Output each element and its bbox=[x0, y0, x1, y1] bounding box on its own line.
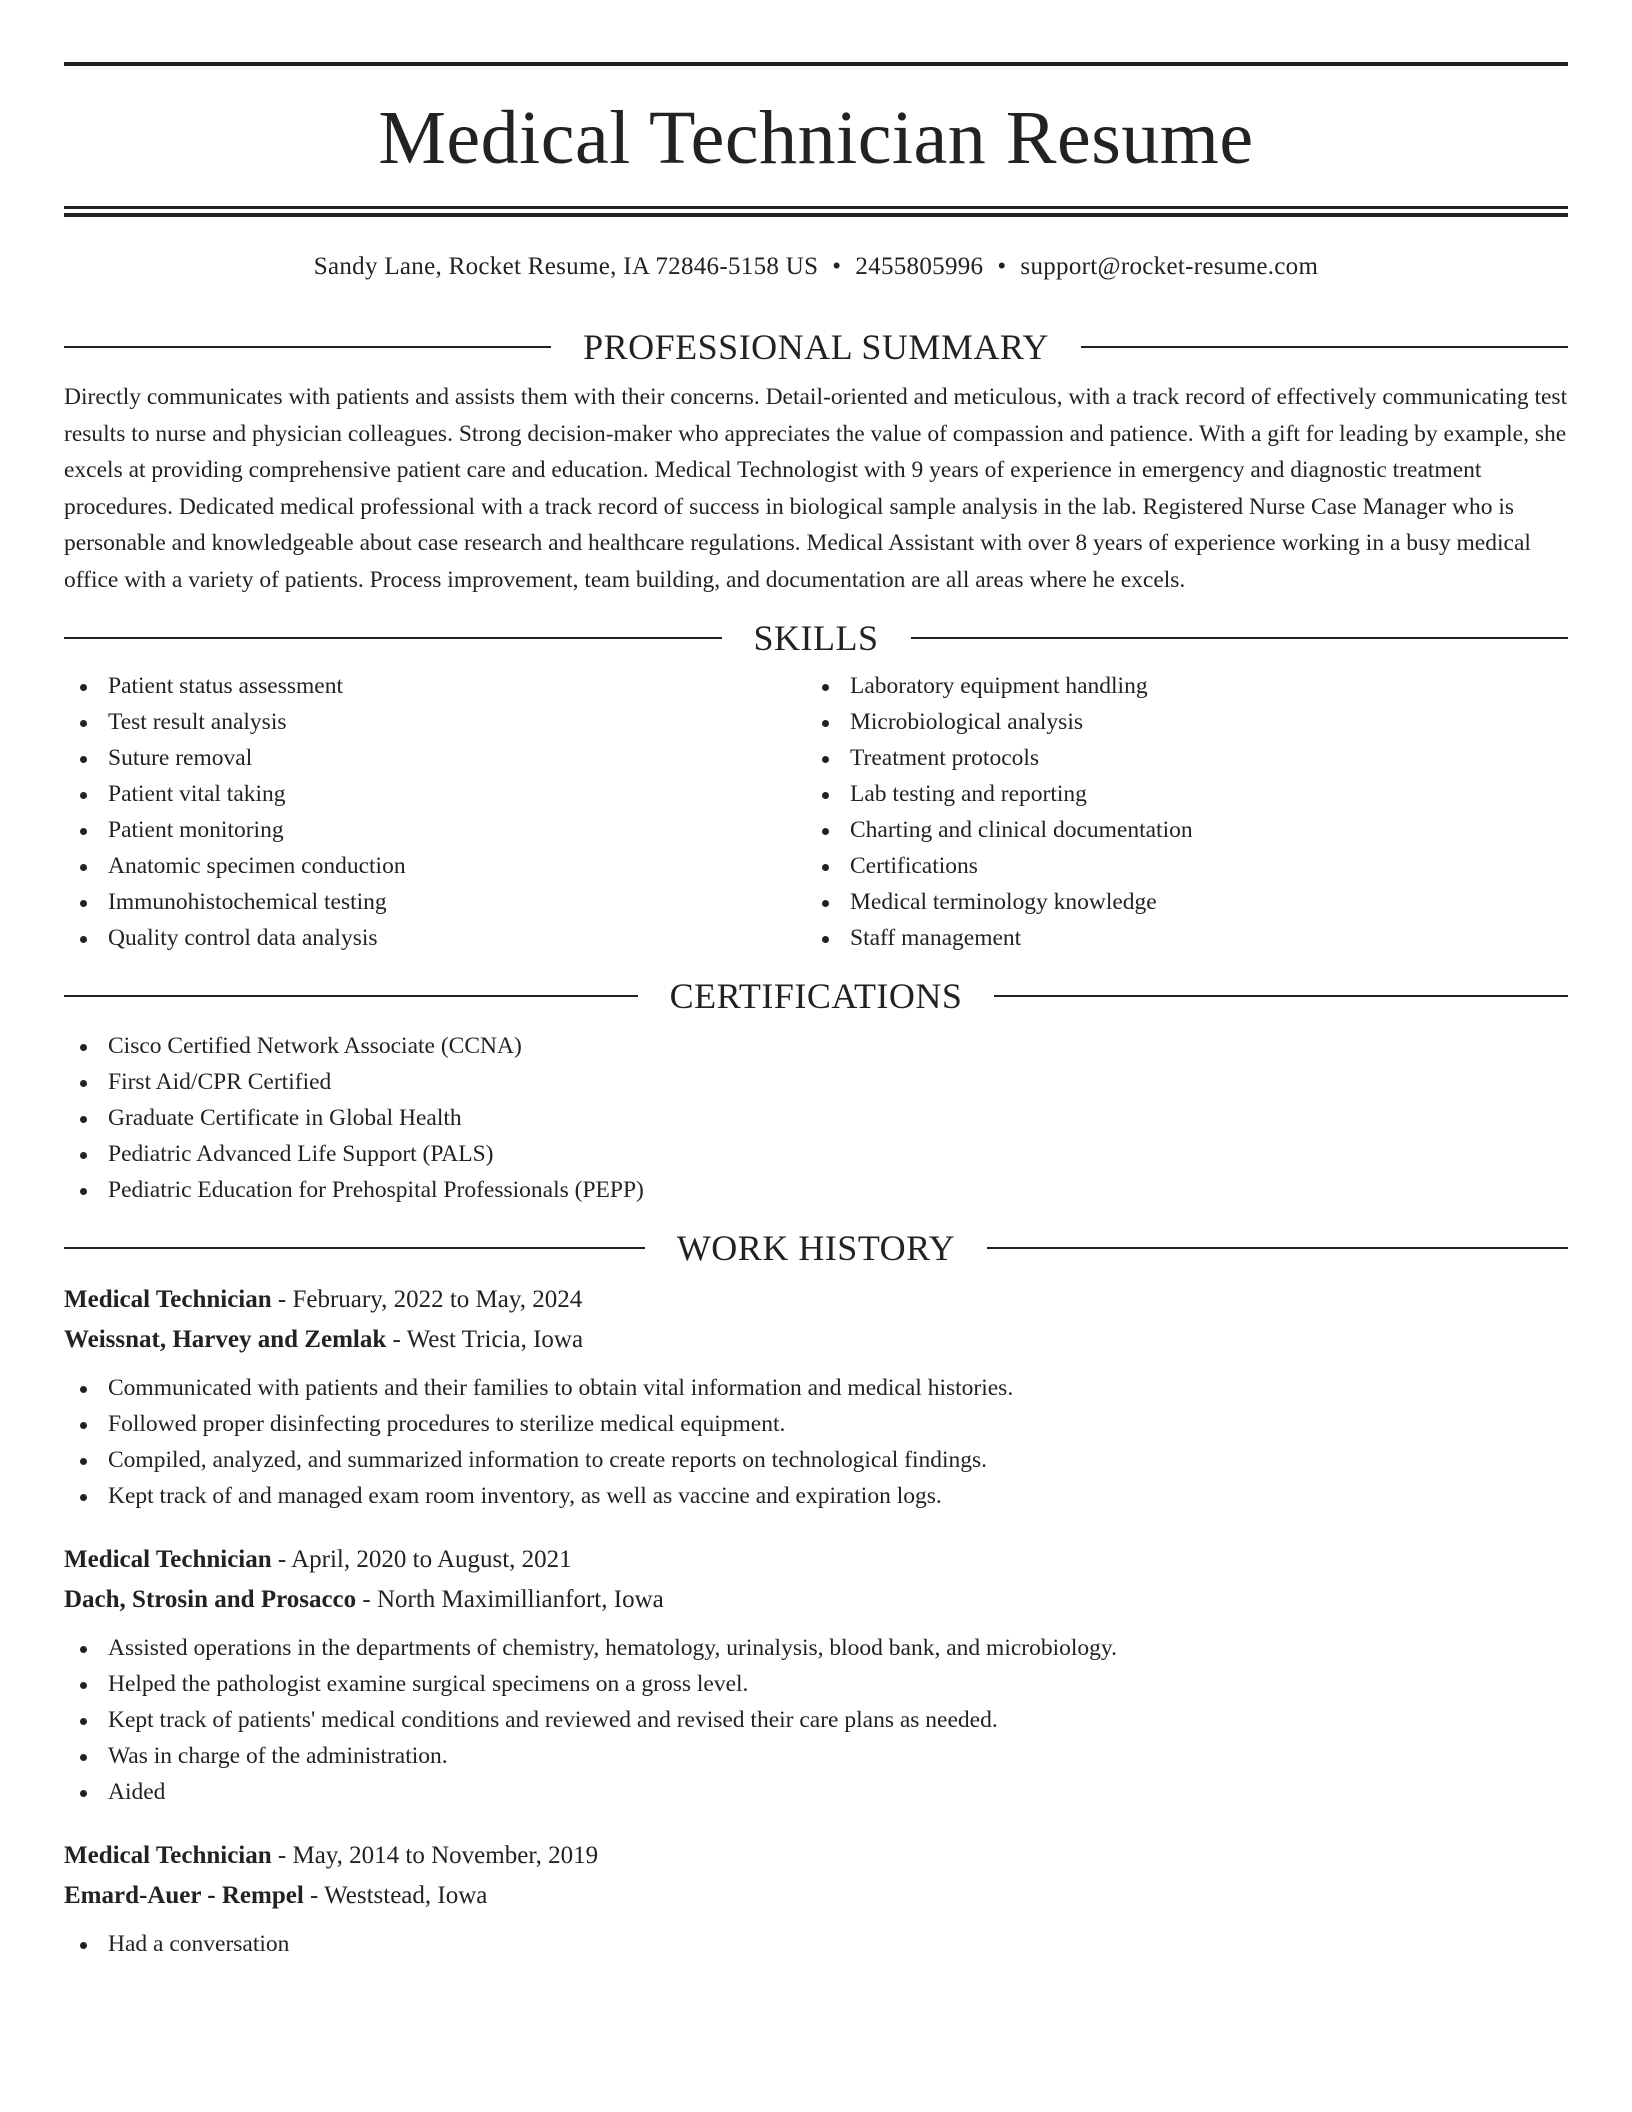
contact-phone: 2455805996 bbox=[855, 253, 984, 280]
skill-item: Staff management bbox=[806, 920, 1548, 956]
job-duties-list bbox=[64, 1926, 1568, 1962]
job-dates: - May, 2014 to November, 2019 bbox=[271, 1842, 599, 1869]
skill-item: Treatment protocols bbox=[806, 740, 1548, 776]
skill-item: Laboratory equipment handling bbox=[806, 668, 1548, 704]
job-title-line bbox=[64, 1280, 1568, 1320]
skill-item: Patient vital taking bbox=[64, 776, 806, 812]
section-rule bbox=[994, 995, 1568, 997]
job-title: Medical Technician bbox=[64, 1286, 272, 1313]
section-title-skills: SKILLS bbox=[753, 618, 879, 658]
certification-item: Pediatric Education for Prehospital Professionals (PEPP) bbox=[64, 1172, 1568, 1208]
certification-item: Graduate Certificate in Global Health bbox=[64, 1100, 1568, 1136]
job-title-line bbox=[64, 1836, 1568, 1876]
section-title-certifications: CERTIFICATIONS bbox=[669, 976, 963, 1016]
section-rule bbox=[64, 346, 551, 348]
job-duty-item: Had a conversation bbox=[64, 1926, 1568, 1962]
skill-item: Charting and clinical documentation bbox=[806, 812, 1548, 848]
job-duty-item: Aided bbox=[64, 1774, 1568, 1810]
job-duty-item: Helped the pathologist examine surgical specimens on a gross level. bbox=[64, 1666, 1568, 1702]
job-duty-item: Was in charge of the administration. bbox=[64, 1738, 1568, 1774]
section-rule bbox=[64, 995, 638, 997]
skill-item: Suture removal bbox=[64, 740, 806, 776]
job-duty-item: Kept track of patients' medical conditions and reviewed and revised their care plans as needed. bbox=[64, 1702, 1568, 1738]
job-location: - West Tricia, Iowa bbox=[386, 1326, 584, 1353]
skill-item: Immunohistochemical testing bbox=[64, 884, 806, 920]
professional-summary: Directly communicates with patients and assists them with their concerns. Detail-oriented and meticulous, with a track record of effectively communicating test results to nurse and physician colleagues. Strong decision-maker who appreciates the value of compassion and patience. With a gift for leading by example, she excels at providing comprehensive patient care and education. Medical Technologist with 9 years of experience in emergency and diagnostic treatment procedures. Dedicated medical professional with a track record of success in biological sample analysis in the lab. Registered Nurse Case Manager who is personable and knowledgeable about case research and healthcare regulations. Medical Assistant with over 8 years of experience working in a busy medical office with a variety of patients. Process improvement, team building, and documentation are all areas where he excels. bbox=[64, 384, 1568, 593]
certification-item: Cisco Certified Network Associate (CCNA) bbox=[64, 1028, 1568, 1064]
job-location: - North Maximillianfort, Iowa bbox=[356, 1586, 664, 1613]
skill-item: Microbiological analysis bbox=[806, 704, 1548, 740]
summary-section-header bbox=[64, 329, 1568, 365]
job-duty-item: Kept track of and managed exam room inventory, as well as vaccine and expiration logs. bbox=[64, 1478, 1568, 1514]
job-dates: - April, 2020 to August, 2021 bbox=[271, 1546, 572, 1573]
skills-section-header bbox=[64, 620, 1568, 656]
job-location: - Weststead, Iowa bbox=[303, 1882, 488, 1909]
section-rule bbox=[64, 637, 722, 639]
certification-item: Pediatric Advanced Life Support (PALS) bbox=[64, 1136, 1568, 1172]
page-title: Medical Technician Resume bbox=[378, 96, 1254, 180]
skill-item: Patient status assessment bbox=[64, 668, 806, 704]
job-company-line bbox=[64, 1876, 1568, 1916]
skill-item: Certifications bbox=[806, 848, 1548, 884]
skill-item: Lab testing and reporting bbox=[806, 776, 1548, 812]
skill-item: Test result analysis bbox=[64, 704, 806, 740]
contact-line bbox=[64, 253, 1568, 281]
section-rule bbox=[911, 637, 1569, 639]
skill-item: Patient monitoring bbox=[64, 812, 806, 848]
certifications-section-header bbox=[64, 978, 1568, 1014]
contact-separator: • bbox=[832, 253, 842, 280]
job-duty-item: Assisted operations in the departments of chemistry, hematology, urinalysis, blood bank, and microbiology. bbox=[64, 1630, 1568, 1666]
job-company-line bbox=[64, 1320, 1568, 1360]
job-title-line bbox=[64, 1540, 1568, 1580]
skills-grid bbox=[64, 668, 1568, 956]
section-title-work-history: WORK HISTORY bbox=[676, 1228, 956, 1268]
section-rule bbox=[987, 1247, 1568, 1249]
skills-list-left bbox=[64, 668, 806, 956]
section-rule bbox=[64, 1247, 645, 1249]
certification-item: First Aid/CPR Certified bbox=[64, 1064, 1568, 1100]
skill-item: Anatomic specimen conduction bbox=[64, 848, 806, 884]
job-entry bbox=[64, 1280, 1568, 1514]
contact-email: support@rocket-resume.com bbox=[1020, 253, 1319, 280]
contact-separator: • bbox=[997, 253, 1007, 280]
skill-item: Medical terminology knowledge bbox=[806, 884, 1548, 920]
job-company-line bbox=[64, 1580, 1568, 1620]
job-company: Emard-Auer - Rempel bbox=[64, 1882, 304, 1909]
job-duty-item: Communicated with patients and their families to obtain vital information and medical histories. bbox=[64, 1370, 1568, 1406]
job-company: Dach, Strosin and Prosacco bbox=[64, 1586, 357, 1613]
job-duty-item: Followed proper disinfecting procedures to sterilize medical equipment. bbox=[64, 1406, 1568, 1442]
section-rule bbox=[1081, 346, 1568, 348]
work-history-list bbox=[64, 1280, 1568, 1962]
job-entry bbox=[64, 1836, 1568, 1962]
skills-list-right bbox=[806, 668, 1548, 956]
job-dates: - February, 2022 to May, 2024 bbox=[271, 1286, 583, 1313]
skill-item: Quality control data analysis bbox=[64, 920, 806, 956]
job-duties-list bbox=[64, 1370, 1568, 1514]
job-company: Weissnat, Harvey and Zemlak bbox=[64, 1326, 387, 1353]
section-title-summary: PROFESSIONAL SUMMARY bbox=[583, 327, 1049, 367]
resume-page bbox=[64, 0, 1568, 1962]
job-duties-list bbox=[64, 1630, 1568, 1810]
job-entry bbox=[64, 1540, 1568, 1810]
contact-address: Sandy Lane, Rocket Resume, IA 72846-5158 US bbox=[313, 253, 819, 280]
title-bottom-rule bbox=[64, 206, 1568, 217]
job-title: Medical Technician bbox=[64, 1842, 272, 1869]
certifications-list bbox=[64, 1028, 1568, 1208]
job-title: Medical Technician bbox=[64, 1546, 272, 1573]
job-duty-item: Compiled, analyzed, and summarized information to create reports on technological findings. bbox=[64, 1442, 1568, 1478]
work-section-header bbox=[64, 1230, 1568, 1266]
